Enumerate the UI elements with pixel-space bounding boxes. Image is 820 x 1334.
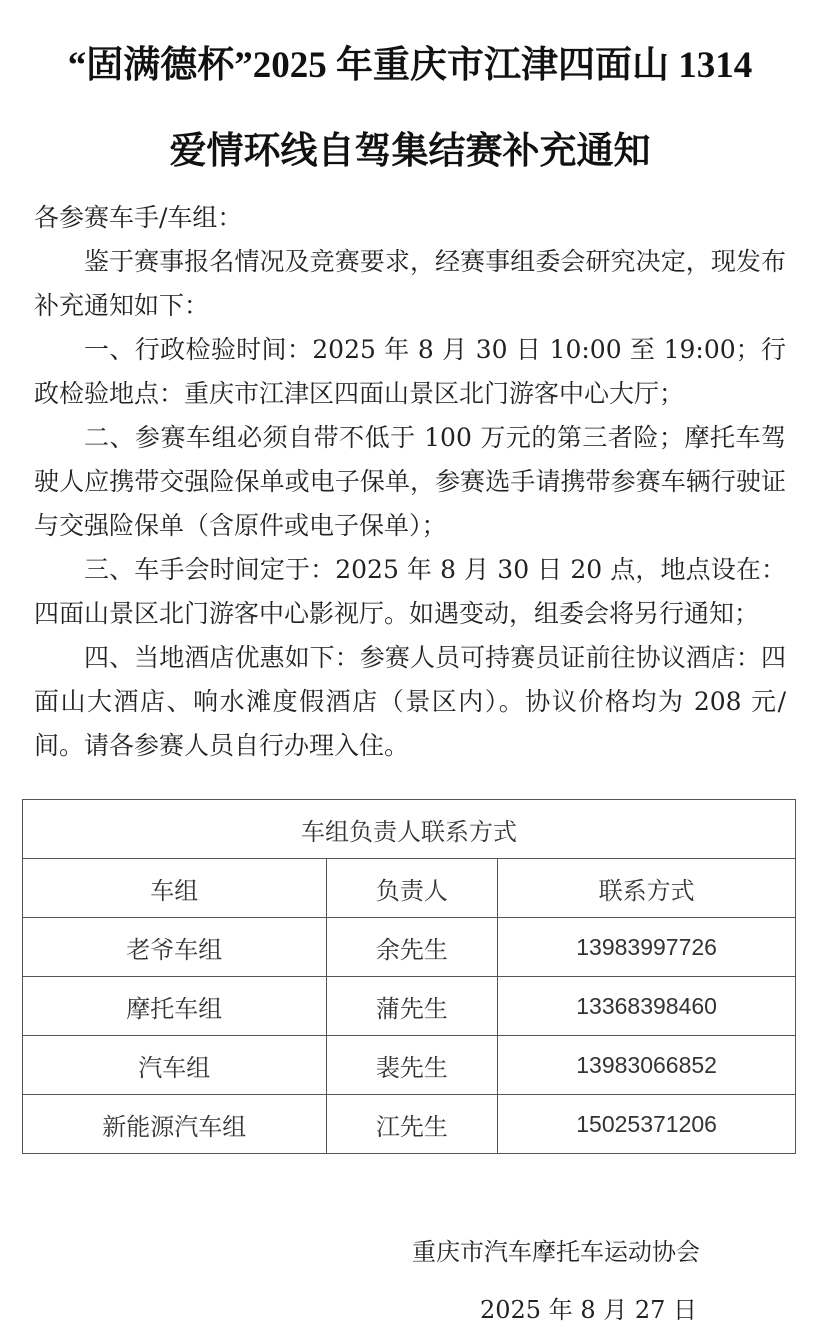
group-cell: 摩托车组 [23, 977, 327, 1036]
person-cell: 裴先生 [326, 1036, 498, 1095]
table-row [23, 977, 796, 1036]
group-cell: 老爷车组 [23, 918, 327, 977]
notice-body [34, 240, 786, 768]
phone-cell: 13983997726 [498, 918, 796, 977]
table-row [23, 918, 796, 977]
document-title-line-2: 爱情环线自驾集结赛补充通知 [169, 131, 651, 172]
paragraph-drivers-meeting: 三、车手会时间定于：2025 年 8 月 30 日 20 点，地点设在：四面山景区北门游客中心影视厅。如遇变动，组委会将另行通知； [34, 555, 786, 628]
document-title-line-1: “固满德杯”2025 年重庆市江津四面山 1314 [67, 45, 753, 86]
paragraph-insurance: 二、参赛车组必须自带不低于 100 万元的第三者险；摩托车驾驶人应携带交强险保单或电子保单，参赛选手请携带参赛车辆行驶证与交强险保单（含原件或电子保单）； [34, 423, 786, 540]
contact-table [22, 799, 796, 1154]
person-cell: 余先生 [326, 918, 498, 977]
group-cell: 新能源汽车组 [23, 1095, 327, 1154]
signature-organization: 重庆市汽车摩托车运动协会 [412, 1238, 700, 1266]
group-cell: 汽车组 [23, 1036, 327, 1095]
person-cell: 江先生 [326, 1095, 498, 1154]
header-contact: 联系方式 [498, 859, 796, 918]
paragraph-intro: 鉴于赛事报名情况及竞赛要求，经赛事组委会研究决定，现发布补充通知如下： [34, 247, 786, 320]
paragraph-hotel: 四、当地酒店优惠如下：参赛人员可持赛员证前往协议酒店：四面山大酒店、响水滩度假酒店（景区内）。协议价格均为 208 元/间。请各参赛人员自行办理入住。 [34, 643, 786, 760]
greeting: 各参赛车手/车组： [34, 203, 243, 232]
person-cell: 蒲先生 [326, 977, 498, 1036]
table-row [23, 1095, 796, 1154]
paragraph-inspection: 一、行政检验时间：2025 年 8 月 30 日 10:00 至 19:00；行政检验地点：重庆市江津区四面山景区北门游客中心大厅； [34, 335, 786, 408]
header-person: 负责人 [326, 859, 498, 918]
signature-date: 2025 年 8 月 27 日 [480, 1296, 698, 1324]
table-header-row [23, 859, 796, 918]
header-group: 车组 [23, 859, 327, 918]
table-row [23, 1036, 796, 1095]
table-caption: 车组负责人联系方式 [23, 800, 796, 859]
phone-cell: 13368398460 [498, 977, 796, 1036]
phone-cell: 13983066852 [498, 1036, 796, 1095]
phone-cell: 15025371206 [498, 1095, 796, 1154]
